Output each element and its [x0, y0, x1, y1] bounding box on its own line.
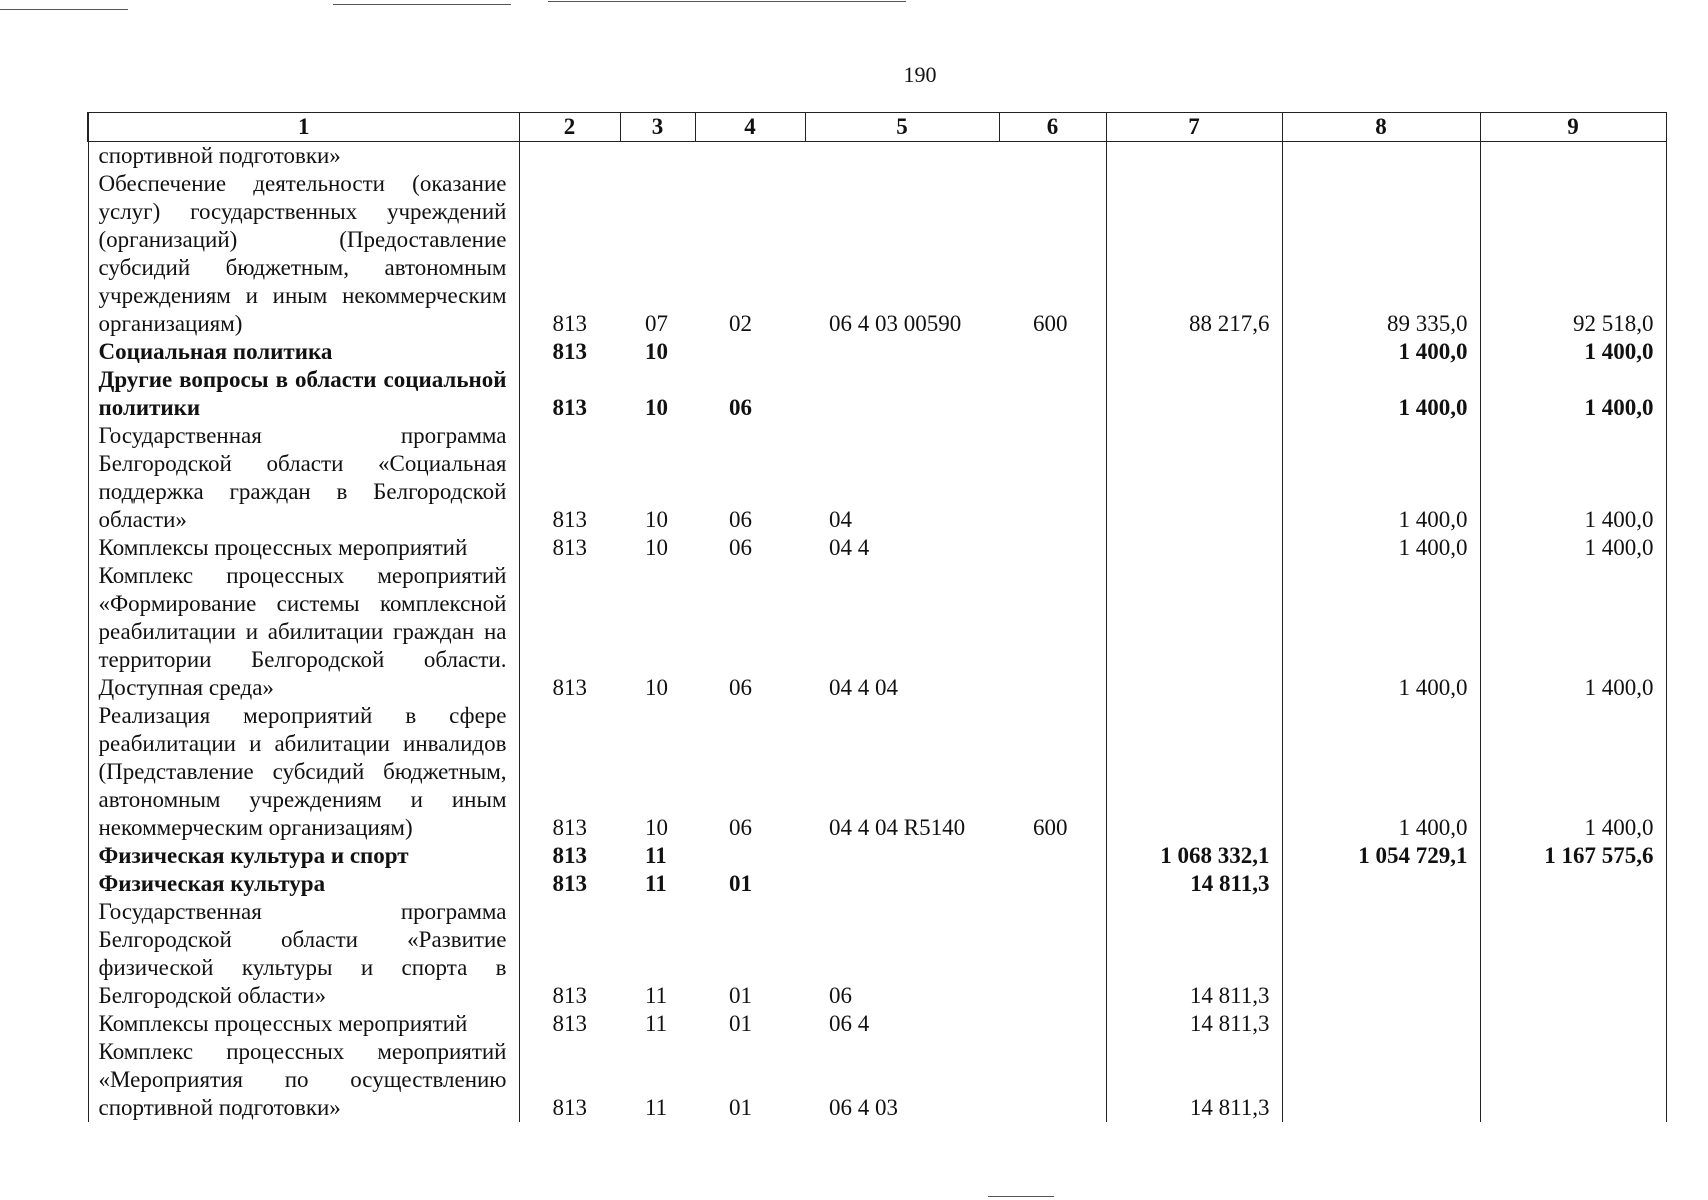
cell-expense-type: [999, 1038, 1106, 1122]
cell-expense-type: [999, 366, 1106, 422]
cell-expense-type: [999, 562, 1106, 702]
cell-amount-col7: 14 811,3: [1106, 1038, 1282, 1122]
cell-ministry-code: 813: [519, 898, 620, 1010]
cell-amount-col7: [1106, 534, 1282, 562]
cell-subsection: 06: [729, 507, 752, 532]
cell-subsection: 01: [729, 1011, 752, 1036]
cell-subsection: 02: [729, 311, 752, 336]
cell-amount-col8: 1 400,0: [1282, 534, 1480, 562]
cell-amount-col9: 1 400,0: [1480, 562, 1666, 702]
cell-description: Обеспечение деятельности (оказание услуг) государственных учреждений (организаций) (Предоставление субсидий бюджетным, автономным учреждениям и иным некоммерческим организациям): [88, 170, 519, 338]
cell-amount-col7: [1106, 702, 1282, 842]
cell-ministry-code: 813: [519, 870, 620, 898]
scan-artifact-line: [988, 1196, 1054, 1197]
cell-amount-col9: 1 400,0: [1480, 702, 1666, 842]
cell-amount-col8: [1282, 1010, 1480, 1038]
cell-description: спортивной подготовки»: [88, 142, 519, 171]
cell-expense-type: [999, 842, 1106, 870]
cell-section: 10: [645, 675, 668, 700]
cell-amount-col9: [1480, 142, 1666, 171]
cell-amount-col9: 1 400,0: [1480, 534, 1666, 562]
cell-amount-col7: [1106, 366, 1282, 422]
cell-target-article: 04: [829, 507, 852, 532]
cell-section: 10: [645, 815, 668, 840]
cell-amount-col9: [1480, 1038, 1666, 1122]
scan-artifact-line: [333, 4, 511, 5]
table-header-row: [88, 113, 1666, 142]
cell-target-article: [805, 338, 999, 366]
cell-expense-type: [999, 422, 1106, 534]
cell-expense-type: 600: [999, 702, 1106, 842]
table-row: [88, 702, 1666, 842]
cell-target-article: 06 4: [829, 1011, 870, 1036]
cell-expense-type: 600: [999, 170, 1106, 338]
cell-amount-col9: [1480, 898, 1666, 1010]
cell-amount-col7: 88 217,6: [1106, 170, 1282, 338]
cell-ministry-code: 813: [519, 170, 620, 338]
cell-section: 10: [645, 339, 668, 364]
cell-amount-col7: 14 811,3: [1106, 898, 1282, 1010]
cell-amount-col9: [1480, 1010, 1666, 1038]
cell-amount-col8: 1 400,0: [1282, 366, 1480, 422]
table-row: [88, 422, 1666, 534]
scan-artifact-line: [548, 1, 906, 2]
cell-ministry-code: 813: [519, 366, 620, 422]
table-row: [88, 142, 1666, 171]
cell-subsection: [695, 142, 805, 171]
cell-subsection: 01: [729, 871, 752, 896]
cell-expense-type: [999, 1010, 1106, 1038]
cell-amount-col8: 89 335,0: [1282, 170, 1480, 338]
cell-target-article: 06 4 03: [829, 1095, 898, 1120]
table-body: [88, 142, 1666, 1123]
table-row: [88, 842, 1666, 870]
cell-subsection: 06: [729, 395, 752, 420]
header-col-3: 3: [620, 113, 695, 142]
cell-expense-type: [999, 142, 1106, 171]
cell-section: 11: [645, 843, 667, 868]
cell-description: Другие вопросы в области социальной политики: [88, 366, 519, 422]
cell-amount-col7: [1106, 562, 1282, 702]
cell-ministry-code: [519, 142, 620, 171]
header-col-8: 8: [1282, 113, 1480, 142]
cell-section: 10: [645, 507, 668, 532]
cell-section: 11: [645, 1011, 668, 1036]
cell-description: Физическая культура: [88, 870, 519, 898]
cell-target-article: 06: [829, 983, 852, 1008]
cell-target-article: 04 4: [829, 535, 870, 560]
cell-amount-col8: 1 400,0: [1282, 338, 1480, 366]
cell-description: Физическая культура и спорт: [88, 842, 519, 870]
cell-amount-col8: [1282, 898, 1480, 1010]
cell-amount-col9: [1480, 870, 1666, 898]
cell-target-article: 04 4 04: [829, 675, 898, 700]
cell-target-article: [805, 142, 999, 171]
cell-section: 07: [645, 311, 668, 336]
cell-description: Социальная политика: [88, 338, 519, 366]
cell-amount-col9: 1 400,0: [1480, 366, 1666, 422]
cell-ministry-code: 813: [519, 338, 620, 366]
cell-subsection: [695, 338, 805, 366]
table-row: [88, 870, 1666, 898]
cell-target-article: [805, 842, 999, 870]
cell-expense-type: [999, 898, 1106, 1010]
cell-subsection: 06: [729, 535, 752, 560]
table-row: [88, 562, 1666, 702]
cell-section: 10: [645, 535, 668, 560]
cell-description: Государственная программа Белгородской области «Развитие физической культуры и спорта в Белгородской области»: [88, 898, 519, 1010]
cell-subsection: 06: [729, 675, 752, 700]
cell-ministry-code: 813: [519, 842, 620, 870]
cell-amount-col9: 1 400,0: [1480, 422, 1666, 534]
cell-amount-col7: [1106, 422, 1282, 534]
cell-target-article: [805, 366, 999, 422]
header-col-6: 6: [999, 113, 1106, 142]
cell-amount-col8: [1282, 142, 1480, 171]
cell-description: Комплексы процессных мероприятий: [88, 1010, 519, 1038]
header-col-7: 7: [1106, 113, 1282, 142]
cell-ministry-code: 813: [519, 702, 620, 842]
cell-expense-type: [999, 338, 1106, 366]
budget-table: [87, 112, 1667, 1122]
cell-target-article: 04 4 04 R5140: [829, 815, 966, 840]
cell-description: Реализация мероприятий в сфере реабилитации и абилитации инвалидов (Представление субсидий бюджетным, автономным учреждениям и иным некоммерческим организациям): [88, 702, 519, 842]
cell-amount-col7: 1 068 332,1: [1106, 842, 1282, 870]
cell-amount-col7: [1106, 142, 1282, 171]
cell-description: Комплекс процессных мероприятий «Формирование системы комплексной реабилитации и абилитации граждан на территории Белгородской области. Доступная среда»: [88, 562, 519, 702]
table-row: [88, 1010, 1666, 1038]
cell-target-article: 06 4 03 00590: [829, 311, 962, 336]
cell-amount-col7: 14 811,3: [1106, 870, 1282, 898]
cell-description: Комплекс процессных мероприятий «Мероприятия по осуществлению спортивной подготовки»: [88, 1038, 519, 1122]
cell-description: Комплексы процессных мероприятий: [88, 534, 519, 562]
cell-section: 11: [645, 983, 668, 1008]
cell-subsection: 01: [729, 983, 752, 1008]
header-col-4: 4: [695, 113, 805, 142]
table-row: [88, 898, 1666, 1010]
cell-ministry-code: 813: [519, 1038, 620, 1122]
cell-amount-col8: 1 400,0: [1282, 562, 1480, 702]
cell-amount-col8: 1 400,0: [1282, 422, 1480, 534]
cell-amount-col9: 1 400,0: [1480, 338, 1666, 366]
header-col-5: 5: [805, 113, 999, 142]
cell-subsection: 06: [729, 815, 752, 840]
table-row: [88, 534, 1666, 562]
cell-amount-col9: 92 518,0: [1480, 170, 1666, 338]
cell-expense-type: [999, 534, 1106, 562]
cell-amount-col7: [1106, 338, 1282, 366]
cell-amount-col8: [1282, 870, 1480, 898]
table-row: [88, 170, 1666, 338]
cell-amount-col8: 1 054 729,1: [1282, 842, 1480, 870]
table-row: [88, 338, 1666, 366]
cell-section: 11: [645, 871, 667, 896]
cell-section: 10: [645, 395, 668, 420]
cell-subsection: [695, 842, 805, 870]
cell-expense-type: [999, 870, 1106, 898]
cell-ministry-code: 813: [519, 422, 620, 534]
header-col-2: 2: [519, 113, 620, 142]
cell-amount-col9: 1 167 575,6: [1480, 842, 1666, 870]
table-row: [88, 366, 1666, 422]
cell-amount-col8: [1282, 1038, 1480, 1122]
header-col-1: 1: [88, 113, 519, 142]
cell-amount-col8: 1 400,0: [1282, 702, 1480, 842]
scan-artifact-line: [0, 9, 128, 10]
cell-ministry-code: 813: [519, 534, 620, 562]
cell-section: 11: [645, 1095, 668, 1120]
cell-description: Государственная программа Белгородской области «Социальная поддержка граждан в Белгородской области»: [88, 422, 519, 534]
header-col-9: 9: [1480, 113, 1666, 142]
table-row: [88, 1038, 1666, 1122]
cell-ministry-code: 813: [519, 1010, 620, 1038]
cell-ministry-code: 813: [519, 562, 620, 702]
cell-target-article: [805, 870, 999, 898]
cell-amount-col7: 14 811,3: [1106, 1010, 1282, 1038]
cell-section: [620, 142, 695, 171]
page-number: 190: [903, 62, 937, 87]
cell-subsection: 01: [729, 1095, 752, 1120]
